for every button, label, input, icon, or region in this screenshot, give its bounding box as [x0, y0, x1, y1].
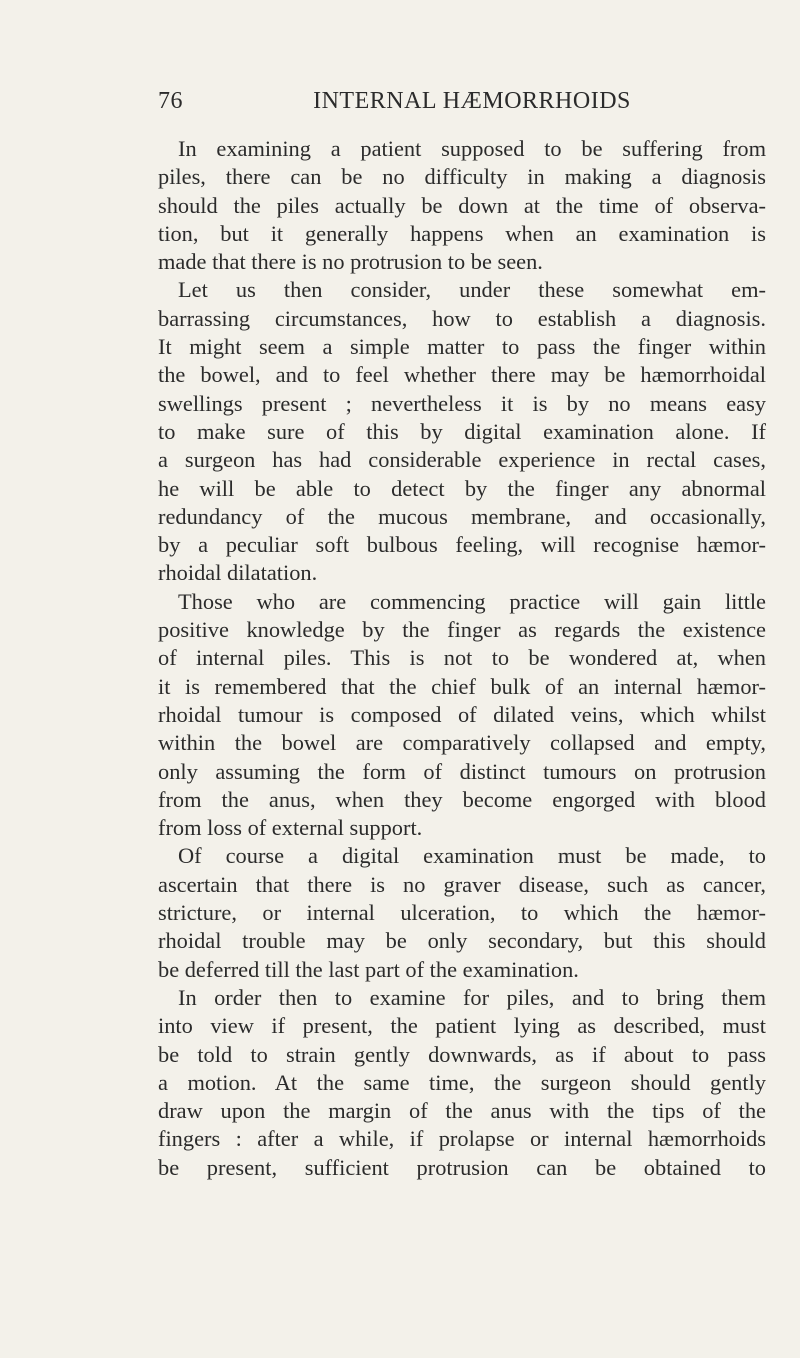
text-line: Those who are commencing practice will gain little [178, 588, 766, 614]
text-line: be told to strain gently downwards, as if about to pass [158, 1041, 766, 1067]
text-line: of internal piles. This is not to be wondered at, when [158, 645, 766, 671]
text-line: made that there is no protrusion to be seen. [158, 249, 543, 275]
text-line: he will be able to detect by the finger any abnormal [158, 475, 766, 501]
text-line: it is remembered that the chief bulk of an internal hæmor- [158, 673, 766, 699]
text-line: to make sure of this by digital examination alone. If [158, 418, 766, 444]
text-line: swellings present ; nevertheless it is by no means easy [158, 390, 766, 416]
text-line: rhoidal trouble may be only secondary, but this should [158, 928, 766, 954]
text-line: only assuming the form of distinct tumours on protrusion [158, 758, 766, 784]
text-line: redundancy of the mucous membrane, and occasionally, [158, 503, 766, 529]
text-line: draw upon the margin of the anus with the tips of the [158, 1098, 766, 1124]
page-header [158, 88, 766, 118]
text-line: should the piles actually be down at the time of observa- [158, 192, 766, 218]
text-line: be deferred till the last part of the examination. [158, 956, 579, 982]
running-title: INTERNAL HÆMORRHOIDS [313, 88, 631, 114]
text-line: into view if present, the patient lying as described, must [158, 1013, 766, 1039]
text-line: within the bowel are comparatively collapsed and empty, [158, 730, 766, 756]
text-line: rhoidal dilatation. [158, 560, 318, 586]
text-line: In examining a patient supposed to be suffering from [178, 136, 766, 161]
text-line: be present, sufficient protrusion can be obtained to [158, 1154, 766, 1180]
text-line: rhoidal tumour is composed of dilated veins, which whilst [158, 701, 766, 727]
text-line: positive knowledge by the finger as regards the existence [158, 617, 766, 643]
text-line: the bowel, and to feel whether there may be hæmorrhoidal [158, 362, 766, 388]
text-line: fingers : after a while, if prolapse or internal hæmorrhoids [158, 1126, 766, 1152]
text-line: ascertain that there is no graver disease, such as cancer, [158, 871, 766, 897]
text-line: barrassing circumstances, how to establish a diagnosis. [158, 305, 766, 331]
text-line: tion, but it generally happens when an examination is [158, 220, 766, 246]
text-line: from loss of external support. [158, 815, 423, 841]
text-line: a surgeon has had considerable experience in rectal cases, [158, 447, 766, 473]
body-text [158, 135, 766, 1182]
text-line: from the anus, when they become engorged with blood [158, 786, 766, 812]
text-line: by a peculiar soft bulbous feeling, will recognise hæmor- [158, 532, 766, 558]
text-line: stricture, or internal ulceration, to which the hæmor- [158, 900, 766, 926]
text-line: It might seem a simple matter to pass the finger within [158, 334, 766, 360]
text-line: a motion. At the same time, the surgeon should gently [158, 1069, 766, 1095]
page-number: 76 [158, 88, 183, 114]
text-line: In order then to examine for piles, and to bring them [178, 984, 766, 1010]
text-line: piles, there can be no difficulty in making a diagnosis [158, 164, 766, 190]
text-line: Of course a digital examination must be made, to [178, 843, 766, 869]
text-line: Let us then consider, under these somewhat em- [178, 277, 766, 303]
